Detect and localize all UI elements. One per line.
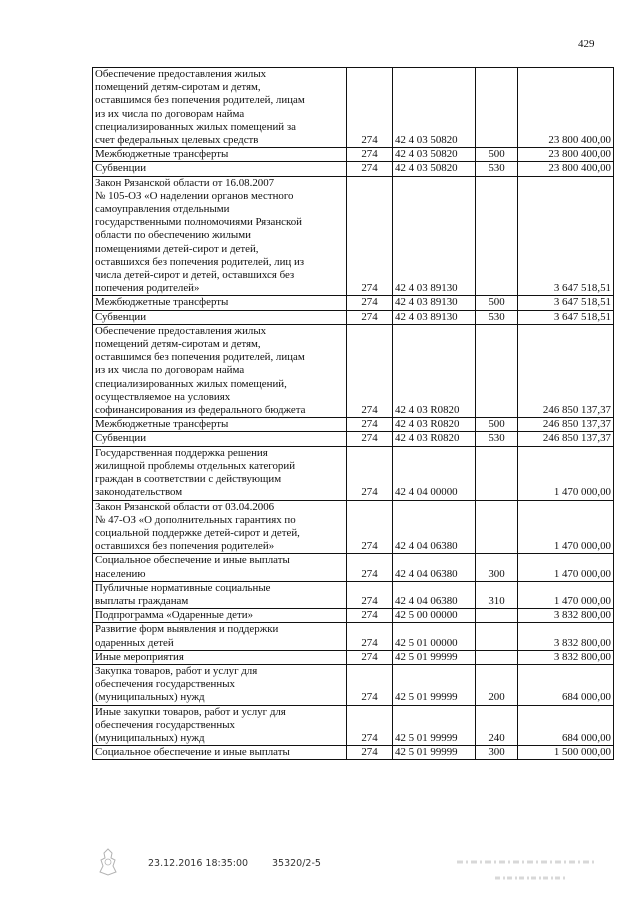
cell-ministry: 274	[347, 310, 393, 324]
cell-amount: 246 850 137,37	[518, 418, 614, 432]
table-row	[93, 609, 614, 623]
table-row	[93, 162, 614, 176]
budget-table-body	[93, 68, 614, 760]
cell-amount: 3 647 518,51	[518, 176, 614, 296]
cell-amount: 684 000,00	[518, 664, 614, 705]
cell-kind: 500	[476, 418, 518, 432]
cell-name: Межбюджетные трансферты	[93, 148, 347, 162]
cell-kind	[476, 623, 518, 650]
cell-ministry: 274	[347, 581, 393, 608]
cell-section: 42 4 03 50820	[393, 162, 476, 176]
cell-kind: 240	[476, 705, 518, 746]
table-row	[93, 310, 614, 324]
cell-amount: 684 000,00	[518, 705, 614, 746]
cell-kind: 310	[476, 581, 518, 608]
cell-section: 42 4 03 R0820	[393, 324, 476, 417]
cell-section: 42 4 03 89130	[393, 176, 476, 296]
cell-ministry: 274	[347, 68, 393, 148]
cell-ministry: 274	[347, 746, 393, 760]
cell-section: 42 4 04 06380	[393, 554, 476, 581]
budget-table	[92, 67, 614, 760]
coat-of-arms-seal	[98, 848, 118, 876]
cell-name: Развитие форм выявления и поддержки одаренных детей	[93, 623, 347, 650]
cell-amount: 1 470 000,00	[518, 446, 614, 500]
cell-section: 42 4 03 89130	[393, 310, 476, 324]
cell-ministry: 274	[347, 162, 393, 176]
cell-amount: 23 800 400,00	[518, 68, 614, 148]
table-row	[93, 296, 614, 310]
table-row	[93, 554, 614, 581]
cell-section: 42 5 01 00000	[393, 623, 476, 650]
cell-kind: 530	[476, 310, 518, 324]
cell-section: 42 4 04 06380	[393, 500, 476, 554]
cell-kind: 500	[476, 148, 518, 162]
table-row	[93, 176, 614, 296]
cell-kind: 300	[476, 746, 518, 760]
table-row	[93, 148, 614, 162]
cell-kind	[476, 609, 518, 623]
cell-amount: 1 500 000,00	[518, 746, 614, 760]
cell-ministry: 274	[347, 446, 393, 500]
cell-name: Социальное обеспечение и иные выплаты	[93, 746, 347, 760]
cell-kind	[476, 650, 518, 664]
cell-ministry: 274	[347, 432, 393, 446]
cell-amount: 1 470 000,00	[518, 581, 614, 608]
cell-kind: 300	[476, 554, 518, 581]
cell-section: 42 5 01 99999	[393, 746, 476, 760]
cell-amount: 3 647 518,51	[518, 310, 614, 324]
table-row	[93, 324, 614, 417]
cell-ministry: 274	[347, 554, 393, 581]
table-row	[93, 418, 614, 432]
cell-kind	[476, 68, 518, 148]
cell-name: Субвенции	[93, 162, 347, 176]
cell-amount: 3 832 800,00	[518, 609, 614, 623]
cell-section: 42 5 01 99999	[393, 650, 476, 664]
cell-ministry: 274	[347, 623, 393, 650]
cell-section: 42 5 00 00000	[393, 609, 476, 623]
cell-section: 42 4 03 50820	[393, 148, 476, 162]
cell-section: 42 5 01 99999	[393, 705, 476, 746]
table-row	[93, 664, 614, 705]
cell-name: Государственная поддержка решения жилищной проблемы отдельных категорий граждан в соответствии с действующим законодательством	[93, 446, 347, 500]
cell-amount: 1 470 000,00	[518, 500, 614, 554]
cell-section: 42 4 03 R0820	[393, 418, 476, 432]
cell-section: 42 4 04 00000	[393, 446, 476, 500]
table-row	[93, 500, 614, 554]
cell-name: Межбюджетные трансферты	[93, 296, 347, 310]
cell-ministry: 274	[347, 705, 393, 746]
cell-amount: 3 647 518,51	[518, 296, 614, 310]
cell-ministry: 274	[347, 609, 393, 623]
cell-name: Обеспечение предоставления жилых помещений детям-сиротам и детям, оставшимся без попечения родителей, лицам из их числа по договорам найма специализированных жилых помещений, осуществляемое на условиях софинансирования из федерального бюджета	[93, 324, 347, 417]
cell-kind: 530	[476, 432, 518, 446]
cell-ministry: 274	[347, 500, 393, 554]
cell-name: Закон Рязанской области от 16.08.2007 № 105-ОЗ «О наделении органов местного самоуправления отдельными государственными полномочиями Рязанской области по обеспечению жилыми помещениями детей-сирот и детей, оставшихся без попечения родителей, лиц из числа детей-сирот и детей, оставшихся без попечения родителей»	[93, 176, 347, 296]
cell-name: Межбюджетные трансферты	[93, 418, 347, 432]
cell-amount: 246 850 137,37	[518, 324, 614, 417]
cell-section: 42 4 03 R0820	[393, 432, 476, 446]
footer-datetime: 23.12.2016 18:35:00	[148, 858, 249, 869]
table-row	[93, 581, 614, 608]
cell-ministry: 274	[347, 296, 393, 310]
cell-amount: 3 832 800,00	[518, 650, 614, 664]
cell-name: Социальное обеспечение и иные выплаты населению	[93, 554, 347, 581]
cell-ministry: 274	[347, 324, 393, 417]
table-row	[93, 746, 614, 760]
cell-kind	[476, 446, 518, 500]
table-row	[93, 68, 614, 148]
cell-amount: 1 470 000,00	[518, 554, 614, 581]
cell-ministry: 274	[347, 418, 393, 432]
cell-ministry: 274	[347, 664, 393, 705]
cell-kind: 200	[476, 664, 518, 705]
table-row	[93, 446, 614, 500]
registry-stamp	[455, 852, 605, 888]
cell-name: Закупка товаров, работ и услуг для обеспечения государственных (муниципальных) нужд	[93, 664, 347, 705]
cell-name: Субвенции	[93, 432, 347, 446]
cell-kind	[476, 324, 518, 417]
cell-name: Публичные нормативные социальные выплаты гражданам	[93, 581, 347, 608]
table-row	[93, 705, 614, 746]
cell-kind: 530	[476, 162, 518, 176]
cell-name: Иные закупки товаров, работ и услуг для обеспечения государственных (муниципальных) нужд	[93, 705, 347, 746]
cell-amount: 3 832 800,00	[518, 623, 614, 650]
table-row	[93, 650, 614, 664]
cell-name: Закон Рязанской области от 03.04.2006 № 47-ОЗ «О дополнительных гарантиях по социальной поддержке детей-сирот и детей, оставшихся без попечения родителей»	[93, 500, 347, 554]
cell-section: 42 4 03 89130	[393, 296, 476, 310]
cell-ministry: 274	[347, 650, 393, 664]
table-row	[93, 432, 614, 446]
cell-name: Обеспечение предоставления жилых помещений детям-сиротам и детям, оставшимся без попечения родителей, лицам из их числа по договорам найма специализированных жилых помещений за счет федеральных целевых средств	[93, 68, 347, 148]
table-row	[93, 623, 614, 650]
cell-name: Иные мероприятия	[93, 650, 347, 664]
cell-amount: 246 850 137,37	[518, 432, 614, 446]
cell-amount: 23 800 400,00	[518, 148, 614, 162]
cell-name: Субвенции	[93, 310, 347, 324]
cell-section: 42 5 01 99999	[393, 664, 476, 705]
cell-ministry: 274	[347, 148, 393, 162]
footer-doc-number: 35320/2-5	[272, 858, 321, 869]
cell-ministry: 274	[347, 176, 393, 296]
cell-kind: 500	[476, 296, 518, 310]
cell-kind	[476, 500, 518, 554]
cell-name: Подпрограмма «Одаренные дети»	[93, 609, 347, 623]
cell-section: 42 4 04 06380	[393, 581, 476, 608]
page-number: 429	[578, 38, 595, 50]
cell-section: 42 4 03 50820	[393, 68, 476, 148]
cell-kind	[476, 176, 518, 296]
cell-amount: 23 800 400,00	[518, 162, 614, 176]
